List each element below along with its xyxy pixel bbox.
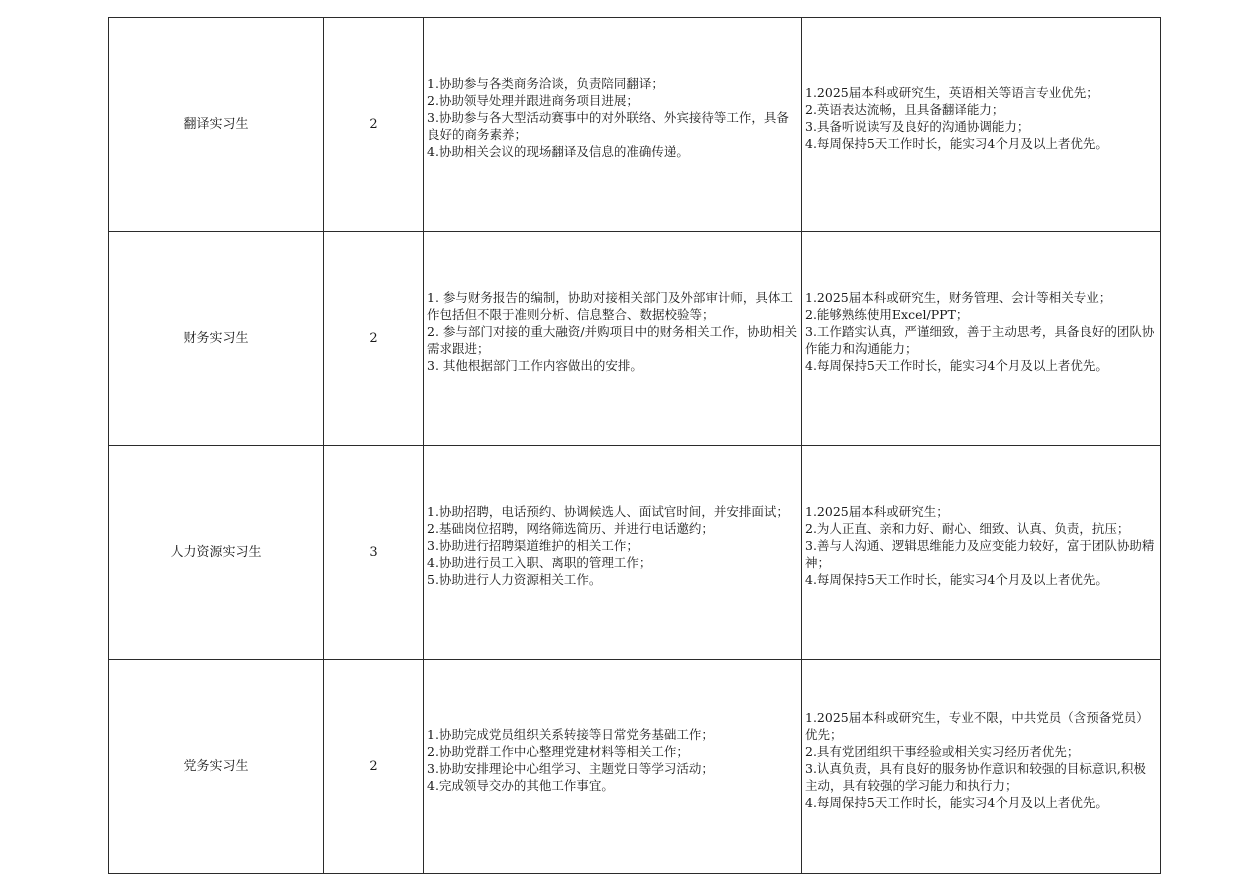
duty-item: 3.协助参与各大型活动赛事中的对外联络、外宾接待等工作，具备良好的商务素养；	[427, 110, 789, 142]
table-row	[109, 446, 1161, 660]
requirement-item: 1.2025届本科或研究生，英语相关等语言专业优先；	[805, 84, 1099, 100]
duty-item: 3. 其他根据部门工作内容做出的安排。	[427, 358, 643, 373]
duty-item: 2.基础岗位招聘，网络筛选简历、并进行电话邀约；	[427, 521, 714, 536]
headcount: 3	[324, 446, 424, 660]
duty-item: 4.协助相关会议的现场翻译及信息的准确传递。	[427, 144, 689, 159]
requirement-item: 3.工作踏实认真，严谨细致，善于主动思考，具备良好的团队协作能力和沟通能力；	[805, 324, 1155, 356]
duty-item: 1.协助参与各类商务洽谈，负责陪同翻译；	[427, 76, 664, 91]
headcount: 2	[324, 18, 424, 232]
position-title: 人力资源实习生	[109, 446, 324, 660]
requirement-item: 4.每周保持5天工作时长，能实习4个月及以上者优先。	[805, 358, 1108, 373]
duty-item: 5.协助进行人力资源相关工作。	[427, 572, 602, 587]
position-title: 党务实习生	[109, 660, 324, 874]
requirement-item: 2.为人正直、亲和力好、耐心、细致、认真、负责，抗压；	[805, 521, 1130, 536]
position-title: 财务实习生	[109, 232, 324, 446]
position-title: 翻译实习生	[109, 18, 324, 232]
requirement-item: 3.具备听说读写及良好的沟通协调能力；	[805, 118, 1030, 134]
requirement-item: 4.每周保持5天工作时长，能实习4个月及以上者优先。	[805, 135, 1108, 151]
requirement-item: 2.能够熟练使用Excel/PPT；	[805, 307, 969, 322]
requirements-cell	[802, 660, 1161, 874]
duty-item: 1.协助招聘，电话预约、协调候选人、面试官时间，并安排面试；	[427, 504, 789, 519]
duties-cell	[424, 232, 802, 446]
requirement-item: 4.每周保持5天工作时长，能实习4个月及以上者优先。	[805, 572, 1108, 587]
headcount: 2	[324, 232, 424, 446]
requirement-item: 4.每周保持5天工作时长，能实习4个月及以上者优先。	[805, 794, 1108, 810]
requirement-item: 3.善与人沟通、逻辑思维能力及应变能力较好，富于团队协助精神；	[805, 538, 1155, 570]
duty-item: 2.协助领导处理并跟进商务项目进展；	[427, 93, 639, 108]
duty-item: 3.协助进行招聘渠道维护的相关工作；	[427, 538, 639, 553]
requirement-item: 1.2025届本科或研究生，财务管理、会计等相关专业；	[805, 290, 1112, 305]
table-row	[109, 232, 1161, 446]
duties-cell	[424, 18, 802, 232]
headcount: 2	[324, 660, 424, 874]
duty-item: 4.协助进行员工入职、离职的管理工作；	[427, 555, 652, 570]
requirement-item: 1.2025届本科或研究生；	[805, 504, 949, 519]
duty-item: 4.完成领导交办的其他工作事宜。	[427, 777, 614, 793]
duty-item: 2.协助党群工作中心整理党建材料等相关工作；	[427, 743, 689, 759]
requirements-cell	[802, 232, 1161, 446]
table-row	[109, 660, 1161, 874]
requirement-item: 2.英语表达流畅，且具备翻译能力；	[805, 101, 1005, 117]
duties-cell	[424, 446, 802, 660]
duty-item: 2. 参与部门对接的重大融资/并购项目中的财务相关工作，协助相关需求跟进；	[427, 324, 798, 356]
requirement-item: 1.2025届本科或研究生，专业不限，中共党员（含预备党员）优先；	[805, 709, 1149, 742]
requirements-cell	[802, 18, 1161, 232]
requirement-item: 3.认真负责，具有良好的服务协作意识和较强的目标意识,积极主动，具有较强的学习能力和执行力；	[805, 760, 1146, 793]
duties-cell	[424, 660, 802, 874]
requirements-cell	[802, 446, 1161, 660]
requirement-item: 2.具有党团组织干事经验或相关实习经历者优先；	[805, 743, 1080, 759]
duty-item: 1.协助完成党员组织关系转接等日常党务基础工作；	[427, 726, 714, 742]
duty-item: 1. 参与财务报告的编制，协助对接相关部门及外部审计师，具体工作包括但不限于准则分析、信息整合、数据校验等；	[427, 290, 793, 322]
table-row	[109, 18, 1161, 232]
internship-table	[108, 17, 1161, 874]
duty-item: 3.协助安排理论中心组学习、主题党日等学习活动；	[427, 760, 714, 776]
